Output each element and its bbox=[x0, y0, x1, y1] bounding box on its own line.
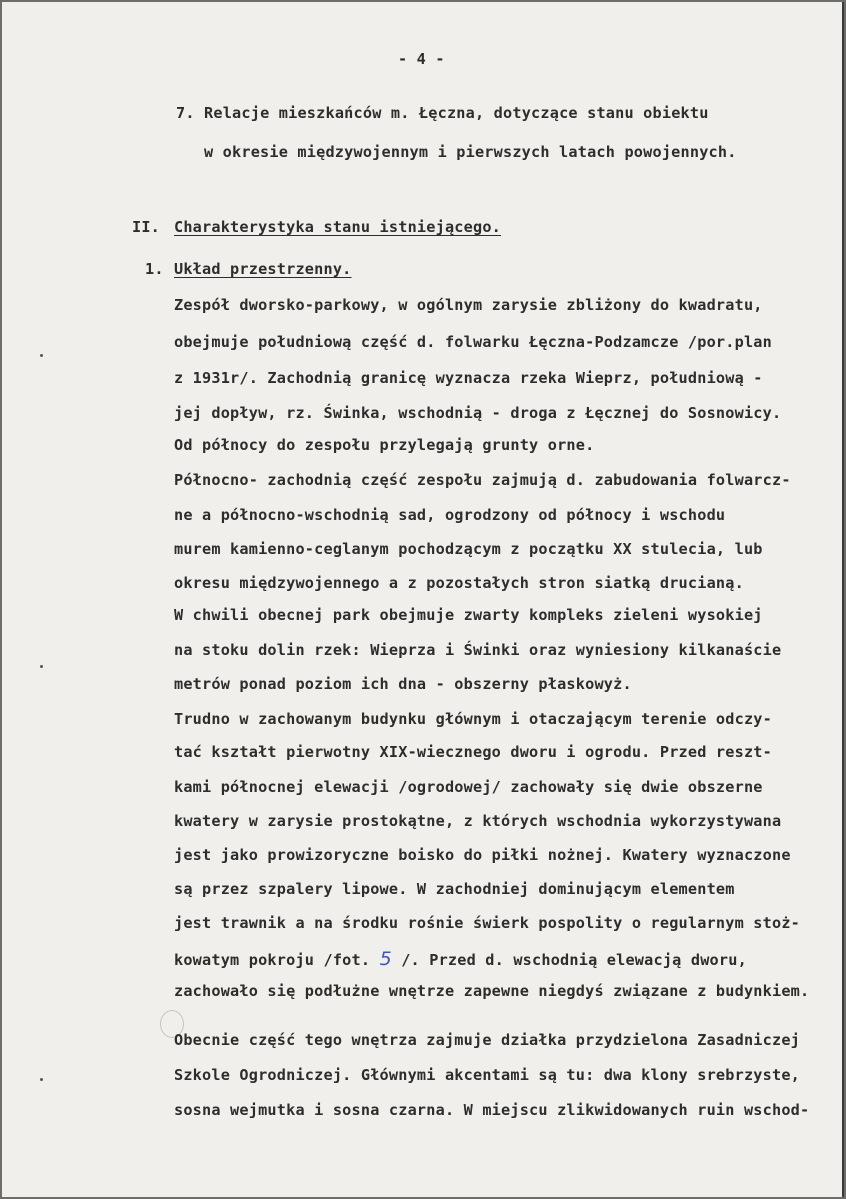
body-line: z 1931r/. Zachodnią granicę wyznacza rzeka Wieprz, południową - bbox=[174, 369, 763, 387]
figure-reference-line bbox=[174, 950, 747, 969]
body-line: tać kształt pierwotny XIX-wiecznego dworu i ogrodu. Przed reszt- bbox=[174, 743, 772, 761]
body-line: Trudno w zachowanym budynku głównym i otaczającym terenie odczy- bbox=[174, 710, 772, 728]
body-line: kwatery w zarysie prostokątne, z których wschodnia wykorzystywana bbox=[174, 812, 782, 830]
page-number: - 4 - bbox=[398, 50, 445, 68]
body-line: metrów ponad poziom ich dna - obszerny płaskowyż. bbox=[174, 675, 632, 693]
body-line: kami północnej elewacji /ogrodowej/ zachowały się dwie obszerne bbox=[174, 778, 763, 796]
body-line: zachowało się podłużne wnętrze zapewne niegdyś związane z budynkiem. bbox=[174, 982, 810, 1000]
fot-text-after: /. Przed d. wschodnią elewacją dworu, bbox=[401, 951, 747, 969]
body-line: jej dopływ, rz. Świnka, wschodnią - droga z Łęcznej do Sosnowicy. bbox=[174, 404, 782, 422]
subsection-number: 1. bbox=[145, 260, 164, 278]
margin-dot bbox=[40, 354, 43, 357]
body-line: sosna wejmutka i sosna czarna. W miejscu zlikwidowanych ruin wschod- bbox=[174, 1101, 810, 1119]
body-line: obejmuje południową część d. folwarku Łęczna-Podzamcze /por.plan bbox=[174, 333, 772, 351]
fot-text-before: kowatym pokroju /fot. bbox=[174, 951, 371, 969]
subsection-title: Układ przestrzenny. bbox=[174, 260, 352, 278]
margin-dot bbox=[40, 1078, 43, 1081]
body-line: Północno- zachodnią część zespołu zajmują d. zabudowania folwarcz- bbox=[174, 471, 791, 489]
body-line: okresu międzywojennego a z pozostałych stron siatką drucianą. bbox=[174, 574, 744, 592]
handwritten-figure-number: 5 bbox=[379, 948, 392, 970]
body-line: Od północy do zespołu przylegają grunty orne. bbox=[174, 436, 595, 454]
body-line: Szkole Ogrodniczej. Głównymi akcentami są tu: dwa klony srebrzyste, bbox=[174, 1066, 801, 1084]
body-line: murem kamienno-ceglanym pochodzącym z początku XX stulecia, lub bbox=[174, 540, 763, 558]
body-line: jest jako prowizoryczne boisko do piłki nożnej. Kwatery wyznaczone bbox=[174, 846, 791, 864]
body-line: W chwili obecnej park obejmuje zwarty kompleks zieleni wysokiej bbox=[174, 606, 763, 624]
body-line: są przez szpalery lipowe. W zachodniej dominującym elementem bbox=[174, 880, 735, 898]
body-line: Obecnie część tego wnętrza zajmuje działka przydzielona Zasadniczej bbox=[174, 1031, 801, 1049]
body-line: ne a północno-wschodnią sad, ogrodzony od północy i wschodu bbox=[174, 506, 726, 524]
document-page bbox=[2, 2, 844, 1197]
body-line: jest trawnik a na środku rośnie świerk pospolity o regularnym stoż- bbox=[174, 914, 801, 932]
item-7-line-1: 7. Relacje mieszkańców m. Łęczna, dotyczące stanu obiektu bbox=[176, 104, 709, 122]
body-line: Zespół dworsko-parkowy, w ogólnym zarysie zbliżony do kwadratu, bbox=[174, 296, 763, 314]
section-title: Charakterystyka stanu istniejącego. bbox=[174, 218, 502, 236]
section-numeral: II. bbox=[132, 218, 161, 236]
margin-dot bbox=[40, 665, 43, 668]
body-line: na stoku dolin rzek: Wieprza i Świnki oraz wyniesiony kilkanaście bbox=[174, 641, 782, 659]
item-7-line-2: w okresie międzywojennym i pierwszych latach powojennych. bbox=[204, 143, 737, 161]
